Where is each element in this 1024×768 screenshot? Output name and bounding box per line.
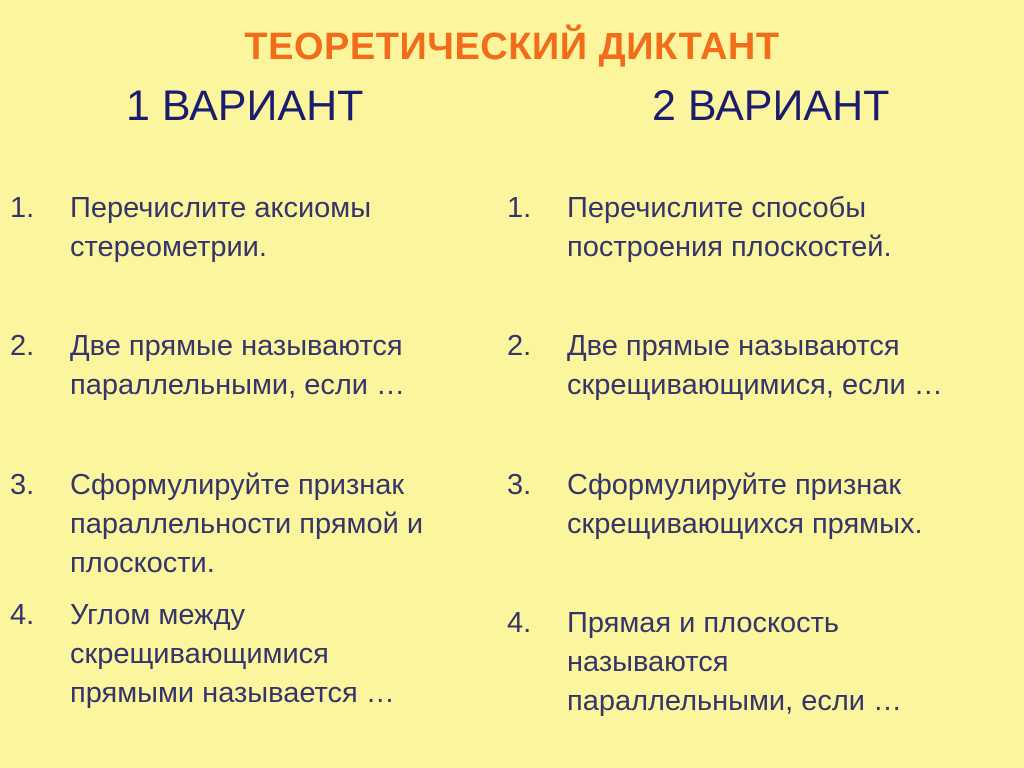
question-number: 4. bbox=[507, 607, 532, 639]
question-text: Сформулируйте признак скрещивающихся прямых. bbox=[567, 469, 923, 540]
question-text: Сформулируйте признак параллельности прямой и плоскости. bbox=[70, 469, 424, 579]
question-number: 3. bbox=[507, 469, 532, 501]
question-text: Две прямые называются параллельными, если … bbox=[70, 330, 406, 401]
question-text: Перечислите аксиомы стереометрии. bbox=[70, 192, 372, 263]
question-number: 1. bbox=[10, 192, 35, 224]
variant-2-heading: 2 ВАРИАНТ bbox=[652, 82, 890, 130]
question-number: 3. bbox=[10, 469, 35, 501]
question-text: Перечислите способы построения плоскостей. bbox=[567, 192, 892, 263]
question-number: 1. bbox=[507, 192, 532, 224]
question-text: Две прямые называются скрещивающимися, если … bbox=[567, 330, 943, 401]
question-number: 2. bbox=[507, 330, 532, 362]
question-text: Углом между скрещивающимися прямыми называется … bbox=[70, 599, 395, 709]
slide-title: ТЕОРЕТИЧЕСКИЙ ДИКТАНТ bbox=[244, 26, 780, 68]
variant-1-heading: 1 ВАРИАНТ bbox=[126, 82, 364, 130]
question-number: 4. bbox=[10, 599, 35, 631]
question-text: Прямая и плоскость называются параллельными, если … bbox=[567, 607, 903, 717]
question-number: 2. bbox=[10, 330, 35, 362]
